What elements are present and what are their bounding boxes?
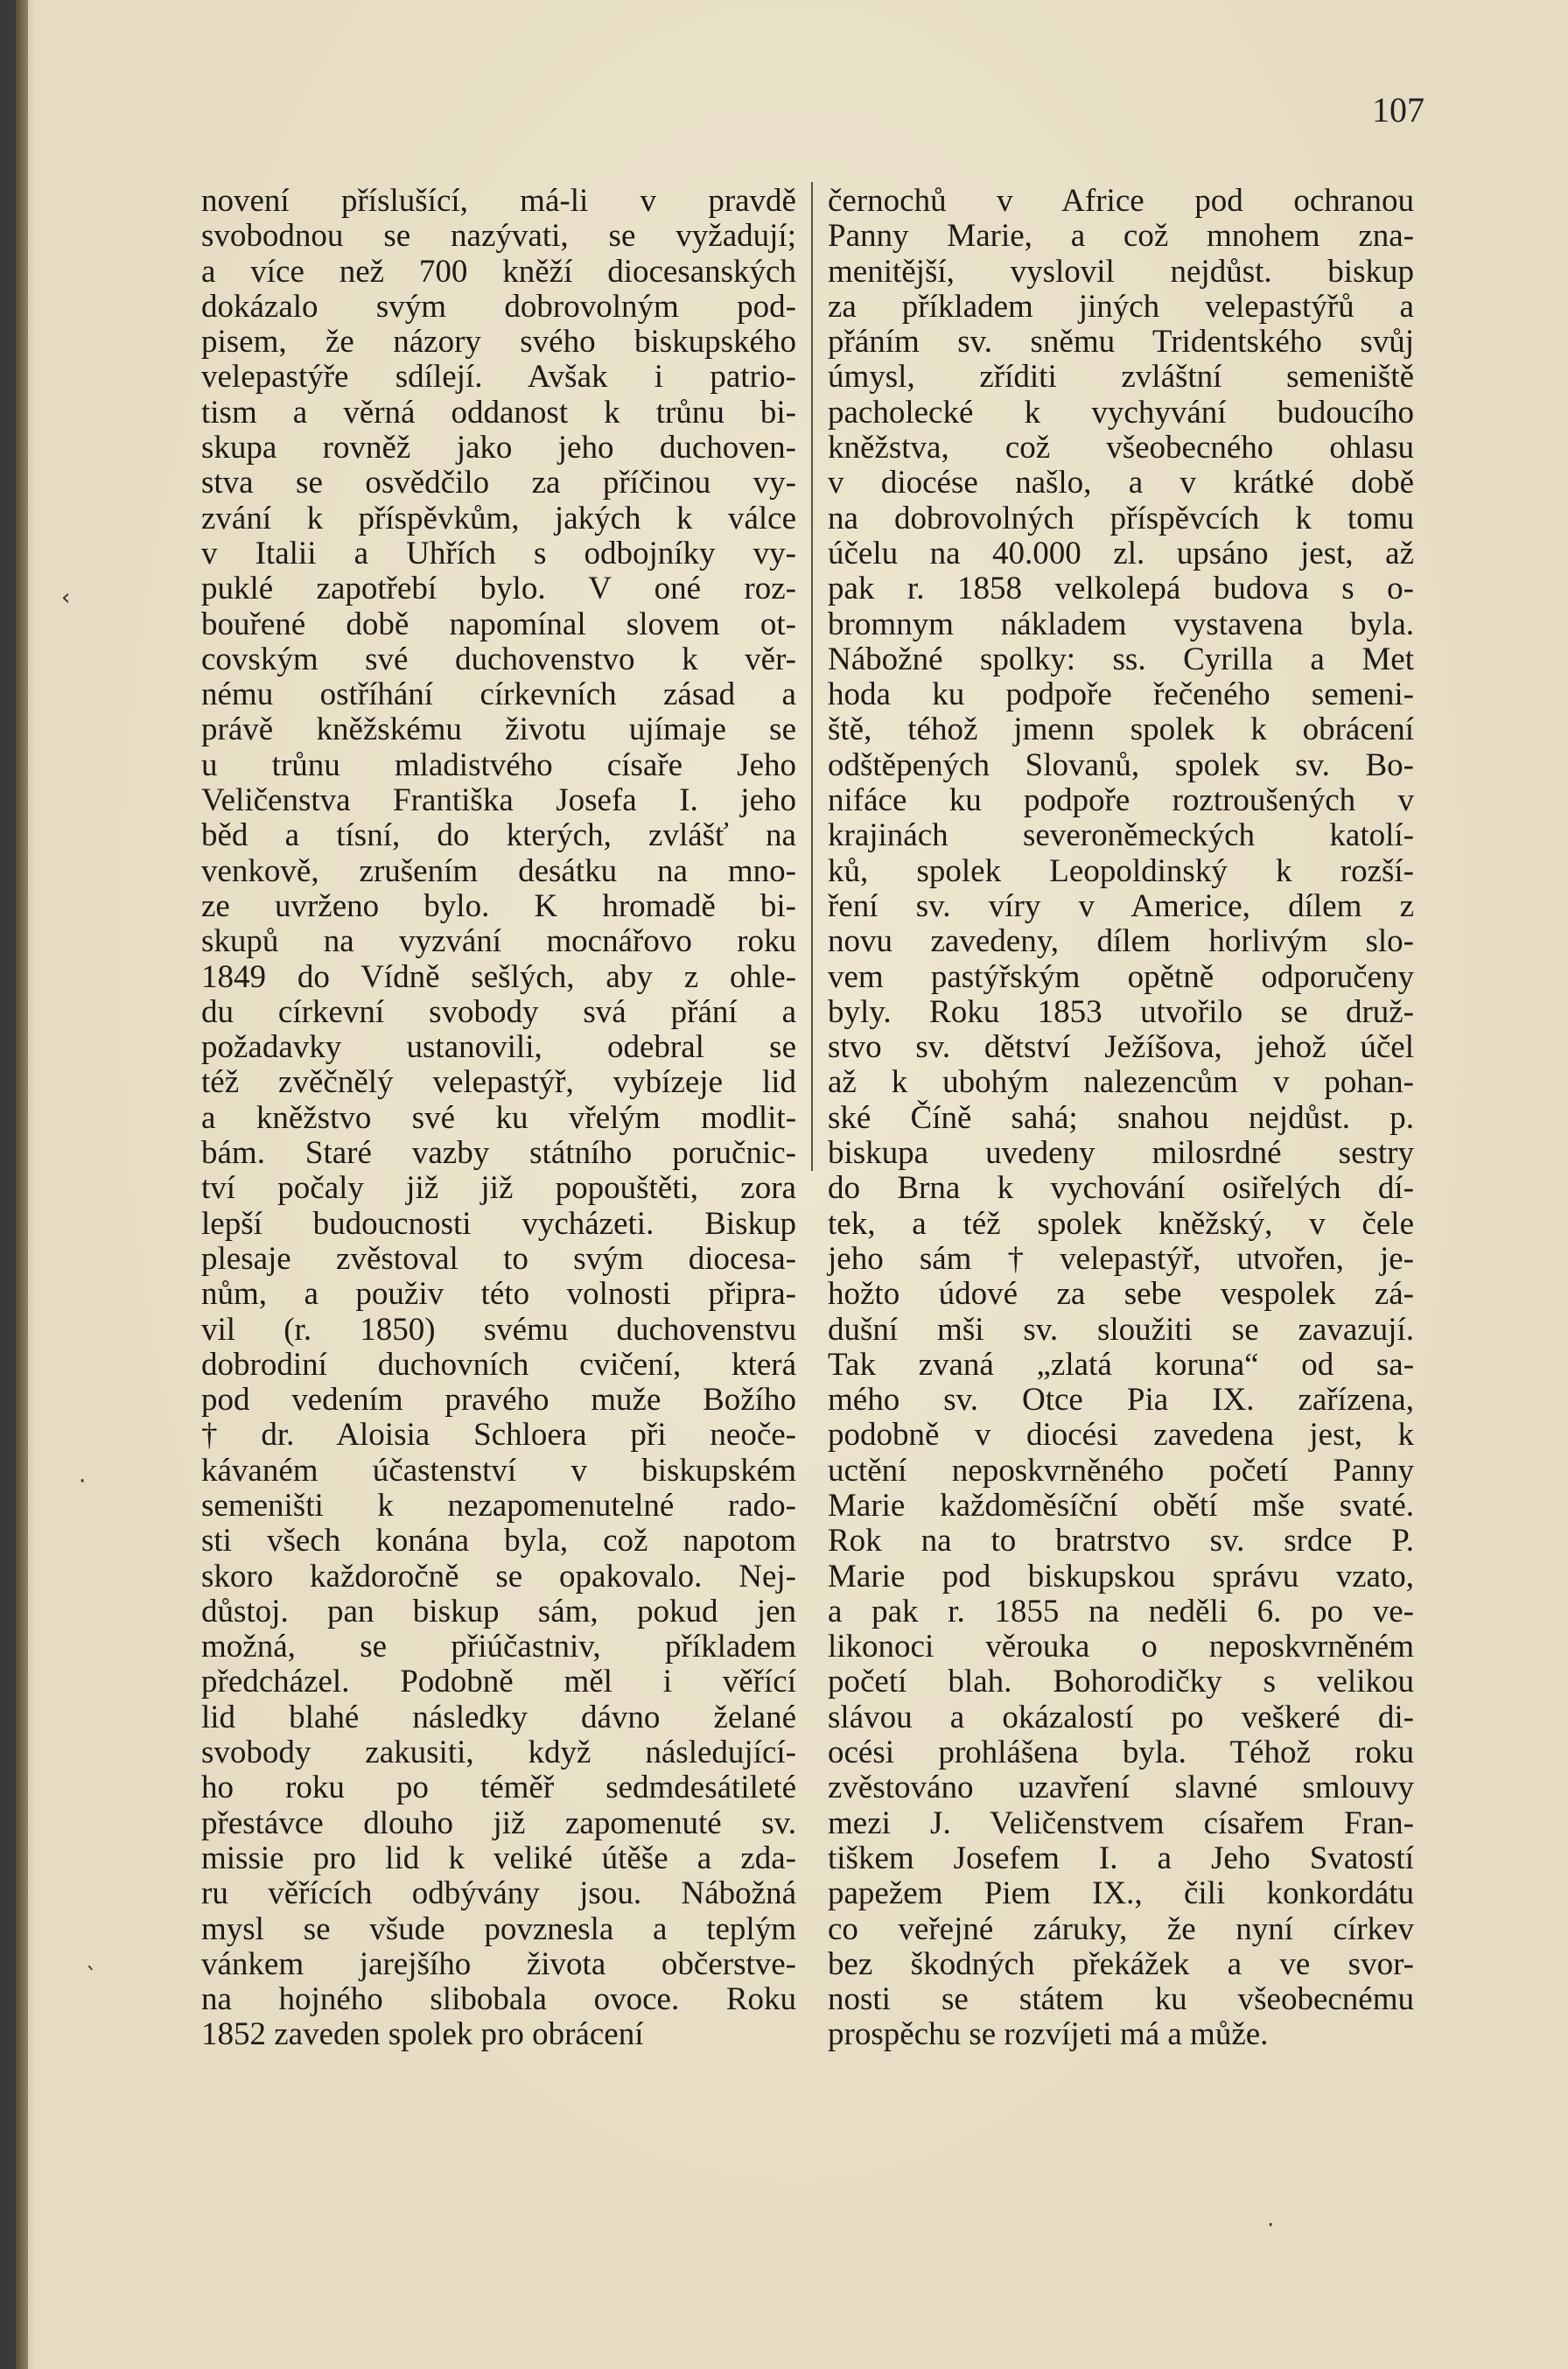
text-line: též zvěčnělý velepastýř, vybízeje lid [201,1064,796,1101]
text-line: semeništi k nezapomenutelné rado- [201,1487,797,1524]
text-line: a více než 700 kněží diocesanských [201,253,796,290]
text-line: ho roku po téměř sedmdesátileté [201,1770,797,1806]
text-line: 1849 do Vídně sešlých, aby z ohle- [201,958,797,995]
text-line: lepší budoucnosti vycházeti. Biskup [201,1205,796,1242]
text-line: Marie každoměsíční obětí mše svaté. [828,1487,1414,1524]
text-line: ků, spolek Leopoldinský k rozší- [828,852,1414,889]
text-line: až k ubohým nalezencům v pohan- [828,1064,1414,1101]
text-line: běd a tísní, do kterých, zvlášť na [201,817,796,854]
text-line: do Brna k vychování osiřelých dí- [828,1170,1414,1207]
text-line: mezi J. Veličenstvem císařem Fran- [828,1805,1415,1841]
text-line: a kněžstvo své ku vřelým modlit- [201,1099,797,1136]
text-line: pisem, že názory svého biskupského [201,324,796,361]
text-line: papežem Piem IX., čili konkordátu [828,1875,1415,1912]
text-line: byly. Roku 1853 utvořilo se druž- [828,993,1415,1030]
text-line: dokázalo svým dobrovolným pod- [201,288,796,325]
text-line: hoda ku podpoře řečeného semeni- [828,676,1415,713]
text-line: du církevní svobody svá přání a [201,993,796,1030]
text-line: stva se osvědčilo za příčinou vy- [201,465,796,501]
text-line: ské Číně sahá; snahou nejdůst. p. [828,1099,1414,1136]
text-line: tism a věrná oddanost k trůnu bi- [201,394,796,431]
text-line: mysl se všude povznesla a teplým [201,1910,796,1947]
text-line: svobody zakusiti, když následující- [201,1735,796,1771]
text-line: Nábožné spolky: ss. Cyrilla a Met [828,641,1414,677]
text-line: covským své duchovenstvo k věr- [201,641,796,677]
text-line: bez škodných překážek a ve svor- [828,1945,1414,1982]
text-line: ření sv. víry v Americe, dílem z [828,887,1415,924]
text-line: puklé zapotřebí bylo. V oné roz- [201,571,797,607]
text-line: Marie pod biskupskou správu vzato, [828,1558,1414,1595]
text-line: ocési prohlášena byla. Téhož roku [828,1735,1415,1771]
text-line: požadavky ustanovili, odebral se [201,1029,797,1066]
book-page [16,0,1568,2369]
text-line: početí blah. Bohorodičky s velikou [828,1664,1414,1700]
text-line: uctění neposkvrněného početí Panny [828,1452,1414,1489]
text-line: skoro každoročně se opakovalo. Nej- [201,1558,796,1595]
text-line: ru věřících odbývány jsou. Nábožná [201,1875,796,1912]
text-line: pak r. 1858 velkolepá budova s o- [828,571,1414,607]
text-line: venkově, zrušením desátku na mno- [201,852,796,889]
right-text-column [828,184,1414,2053]
text-line: missie pro lid k veliké útěše a zda- [201,1840,797,1876]
text-line: skupů na vyzvání mocnářovo roku [201,923,796,960]
text-line: skupa rovněž jako jeho duchoven- [201,430,796,466]
text-line: důstoj. pan biskup sám, pokud jen [201,1593,797,1630]
text-line: dobrodiní duchovních cvičení, která [201,1346,796,1383]
book-spine-edge [16,0,28,2369]
text-line: za příkladem jiných velepastýřů a [828,288,1414,325]
text-line: svobodnou se nazývati, se vyžadují; [201,218,796,255]
text-line: sti všech konána byla, což napotom [201,1523,796,1559]
left-text-column [201,184,796,2053]
text-line: nosti se státem ku všeobecnému [828,1981,1415,2018]
text-line: krajinách severoněmeckých katolí- [828,817,1415,854]
text-line: bám. Staré vazby státního poručnic- [201,1135,797,1172]
margin-mark: ‹ [61,585,71,611]
text-line: přestávce dlouho již zapomenuté sv. [201,1805,796,1841]
column-divider [811,182,813,1171]
text-line: plesaje zvěstoval to svým diocesa- [201,1240,796,1277]
text-line: menitější, vyslovil nejdůst. biskup [828,253,1414,290]
text-line: účelu na 40.000 zl. upsáno jest, až [828,535,1414,571]
text-line: vem pastýřským opětně odporučeny [828,958,1415,995]
text-line: pacholecké k vychyvání budoucího [828,394,1414,431]
text-line: Veličenstva Františka Josefa I. jeho [201,782,796,819]
text-line: hožto údové za sebe vespolek zá- [828,1276,1415,1313]
text-line: kněžstva, což všeobecného ohlasu [828,430,1414,466]
text-line: předcházel. Podobně měl i věřící [201,1664,796,1700]
text-line: podobně v diocési zavedena jest, k [828,1417,1415,1454]
text-line: nému ostříhání církevních zásad a [201,676,796,713]
margin-mark: ˎ [86,1945,97,1971]
text-line: pod vedením pravého muže Božího [201,1382,796,1419]
text-line: novení příslušící, má-li v pravdě [201,183,796,219]
text-line: lid blahé následky dávno želané [201,1699,796,1735]
text-line: tek, a též spolek kněžský, v čele [828,1205,1415,1242]
text-line: u trůnu mladistvého císaře Jeho [201,746,796,783]
text-line: nům, a použiv této volnosti připra- [201,1276,796,1313]
text-line: zvání k příspěvkům, jakých k válce [201,500,796,536]
text-line: tví počaly již již popouštěti, zora [201,1170,796,1207]
text-line: stvo sv. dětství Ježíšova, jehož účel [828,1029,1414,1066]
text-line: možná, se přiúčastniv, příkladem [201,1629,797,1665]
text-line: černochů v Africe pod ochranou [828,183,1414,219]
text-line: a pak r. 1855 na neděli 6. po ve- [828,1593,1414,1630]
text-line: na dobrovolných příspěvcích k tomu [828,500,1414,536]
text-line: právě kněžskému životu ujímaje se [201,711,796,748]
text-line: prospěchu se rozvíjeti má a může. [828,2016,1269,2053]
text-line: vil (r. 1850) svému duchovenstvu [201,1311,796,1348]
text-line: vánkem jarejšího života občerstve- [201,1945,797,1982]
text-line: ště, téhož jmenn spolek k obrácení [828,711,1414,748]
text-line: Tak zvaná „zlatá koruna“ od sa- [828,1346,1415,1383]
text-line: † dr. Aloisia Schloera při neoče- [201,1417,797,1454]
text-line: zvěstováno uzavření slavné smlouvy [828,1770,1414,1806]
text-line: dušní mši sv. sloužiti se zavazují. [828,1311,1414,1348]
text-line: v diocése našlo, a v krátké době [828,465,1415,501]
text-line: novu zavedeny, dílem horlivým slo- [828,923,1414,960]
margin-mark: · [79,1468,87,1495]
text-line: mého sv. Otce Pia IX. zařízena, [828,1382,1414,1419]
text-line: velepastýře sdílejí. Avšak i patrio- [201,359,796,396]
text-line: kávaném účastenství v biskupském [201,1452,797,1489]
text-line: přáním sv. sněmu Tridentského svůj [828,324,1415,361]
text-line: tiškem Josefem I. a Jeho Svatostí [828,1840,1415,1876]
text-line: likonoci věrouka o neposkvrněném [828,1629,1414,1665]
text-line: ze uvrženo bylo. K hromadě bi- [201,887,797,924]
text-line: na hojného slibobala ovoce. Roku [201,1981,797,2018]
text-line: v Italii a Uhřích s odbojníky vy- [201,535,796,571]
text-line: jeho sám † velepastýř, utvořen, je- [828,1240,1414,1277]
text-line: úmysl, zříditi zvláštní semeniště [828,359,1415,396]
text-line: Panny Marie, a což mnohem zna- [828,218,1415,255]
page-number: 107 [1372,90,1424,130]
text-line: odštěpených Slovanů, spolek sv. Bo- [828,746,1415,783]
text-line: nifáce ku podpoře roztroušených v [828,782,1414,819]
text-line: biskupa uvedeny milosrdné sestry [828,1135,1414,1172]
text-line: Rok na to bratrstvo sv. srdce P. [828,1523,1414,1559]
text-line: bromnym nákladem vystavena byla. [828,606,1415,642]
text-line: 1852 zaveden spolek pro obrácení [201,2016,644,2053]
text-line: co veřejné záruky, že nyní církev [828,1910,1414,1947]
text-line: bouřené době napomínal slovem ot- [201,606,796,642]
margin-mark: · [1267,2212,1275,2239]
text-line: slávou a okázalostí po veškeré di- [828,1699,1414,1735]
